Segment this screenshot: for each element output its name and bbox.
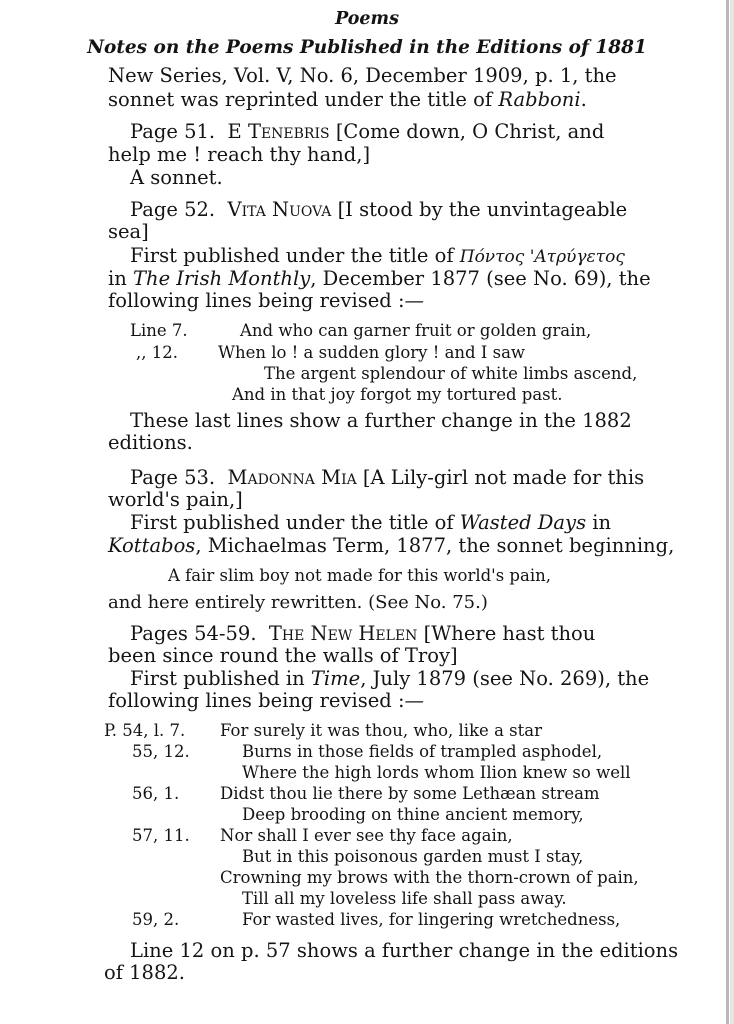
new-helen-following: following lines being revised :— bbox=[108, 689, 425, 712]
time-title: Time bbox=[310, 667, 361, 690]
new-helen-first-published bbox=[130, 668, 649, 690]
intro-period: . bbox=[580, 88, 587, 111]
verse-line-text: Didst thou lie there by some Lethæan stream bbox=[220, 784, 600, 803]
section-title: Notes on the Poems Published in the Editions of 1881 bbox=[87, 37, 647, 58]
madonna-mia-first-published bbox=[130, 512, 611, 534]
verse-line-text: And in that joy forgot my tortured past. bbox=[232, 385, 563, 404]
page-edge-shadow bbox=[730, 0, 734, 1024]
new-helen-note-2: of 1882. bbox=[104, 961, 185, 984]
vita-nuova-date: , December 1877 (see No. 69), the bbox=[310, 267, 651, 290]
e-tenebris-page: Page 51. bbox=[130, 120, 216, 143]
verse-line-text: The argent splendour of white limbs ascend, bbox=[264, 364, 638, 383]
verse-line-ref: 59, 2. bbox=[132, 910, 180, 929]
madonna-mia-heading bbox=[130, 467, 644, 489]
rabboni-title: Rabboni bbox=[498, 88, 581, 111]
intro-line-2 bbox=[108, 89, 587, 111]
verse-line-text: Nor shall I ever see thy face again, bbox=[220, 826, 513, 845]
madonna-mia-in: in bbox=[586, 511, 612, 534]
vita-nuova-note-2: editions. bbox=[108, 431, 193, 454]
verse-line-ref: ,, 12. bbox=[136, 343, 178, 362]
vita-nuova-title: Vita Nuova bbox=[227, 198, 332, 221]
verse-line-text: Burns in those fields of trampled asphodel, bbox=[242, 742, 603, 761]
madonna-mia-title: Madonna Mia bbox=[227, 466, 357, 489]
vita-nuova-in: in bbox=[108, 267, 133, 290]
verse-line-text: For wasted lives, for lingering wretchedness, bbox=[242, 910, 621, 929]
new-helen-first-text: First published in bbox=[130, 667, 311, 690]
madonna-mia-after: and here entirely rewritten. (See No. 75.) bbox=[108, 592, 488, 613]
e-tenebris-line-2: help me ! reach thy hand,] bbox=[108, 143, 371, 166]
verse-line-ref: 55, 12. bbox=[132, 742, 190, 761]
intro-text-1: New Series, Vol. V, No. 6, December 1909, p. 1, the bbox=[108, 64, 617, 87]
irish-monthly-title: The Irish Monthly bbox=[133, 267, 311, 290]
vita-nuova-first-line: [I stood by the unvintageable bbox=[337, 198, 628, 221]
e-tenebris-first-line: [Come down, O Christ, and bbox=[335, 120, 605, 143]
new-helen-title: The New Helen bbox=[268, 622, 418, 645]
e-tenebris-line-3: A sonnet. bbox=[130, 166, 223, 189]
new-helen-page: Pages 54-59. bbox=[130, 622, 257, 645]
e-tenebris-heading bbox=[130, 121, 604, 143]
page-edge bbox=[726, 0, 729, 1024]
madonna-mia-first-line: [A Lily-girl not made for this bbox=[362, 466, 645, 489]
vita-nuova-irish-monthly bbox=[108, 268, 651, 290]
madonna-mia-page: Page 53. bbox=[130, 466, 216, 489]
madonna-mia-line-2: world's pain,] bbox=[108, 488, 243, 511]
madonna-mia-first-text: First published under the title of bbox=[130, 511, 460, 534]
verse-line-text: And who can garner fruit or golden grain, bbox=[240, 321, 592, 340]
verse-line-text: But in this poisonous garden must I stay, bbox=[242, 847, 584, 866]
vita-nuova-line-2: sea] bbox=[108, 220, 149, 243]
new-helen-heading bbox=[130, 623, 595, 645]
verse-line-ref: Line 7. bbox=[130, 321, 188, 340]
vita-nuova-heading bbox=[130, 199, 627, 221]
madonna-mia-kottabos bbox=[108, 535, 674, 557]
vita-nuova-page: Page 52. bbox=[130, 198, 216, 221]
kottabos-title: Kottabos bbox=[108, 534, 196, 557]
vita-nuova-first-text: First published under the title of bbox=[130, 244, 460, 267]
new-helen-date: , July 1879 (see No. 269), the bbox=[360, 667, 650, 690]
verse-line-ref: P. 54, l. 7. bbox=[104, 721, 186, 740]
vita-nuova-note-1: These last lines show a further change in the 1882 bbox=[130, 409, 632, 432]
intro-text-2: sonnet was reprinted under the title of bbox=[108, 88, 499, 111]
vita-nuova-first-published bbox=[130, 245, 625, 268]
running-title: Poems bbox=[335, 9, 399, 29]
verse-line-ref: 56, 1. bbox=[132, 784, 180, 803]
greek-title: Πόντος 'Ατρύγετος bbox=[459, 247, 625, 267]
new-helen-first-line: [Where hast thou bbox=[423, 622, 596, 645]
verse-line-text: When lo ! a sudden glory ! and I saw bbox=[218, 343, 526, 362]
verse-line-ref: 57, 11. bbox=[132, 826, 190, 845]
new-helen-line-2: been since round the walls of Troy] bbox=[108, 644, 458, 667]
verse-line-text: For surely it was thou, who, like a star bbox=[220, 721, 542, 740]
verse-line-text: Deep brooding on thine ancient memory, bbox=[242, 805, 584, 824]
e-tenebris-title: E Tenebris bbox=[227, 120, 330, 143]
verse-line-text: Where the high lords whom Ilion knew so well bbox=[242, 763, 631, 782]
madonna-mia-term: , Michaelmas Term, 1877, the sonnet beginning, bbox=[195, 534, 675, 557]
wasted-days-title: Wasted Days bbox=[459, 511, 587, 534]
intro-line-1 bbox=[108, 65, 678, 87]
madonna-mia-quote: A fair slim boy not made for this world's pain, bbox=[168, 566, 551, 585]
new-helen-note-1: Line 12 on p. 57 shows a further change in the editions bbox=[130, 939, 679, 962]
vita-nuova-following: following lines being revised :— bbox=[108, 289, 425, 312]
verse-line-text: Crowning my brows with the thorn-crown of pain, bbox=[220, 868, 639, 887]
verse-line-text: Till all my loveless life shall pass away. bbox=[242, 889, 567, 908]
